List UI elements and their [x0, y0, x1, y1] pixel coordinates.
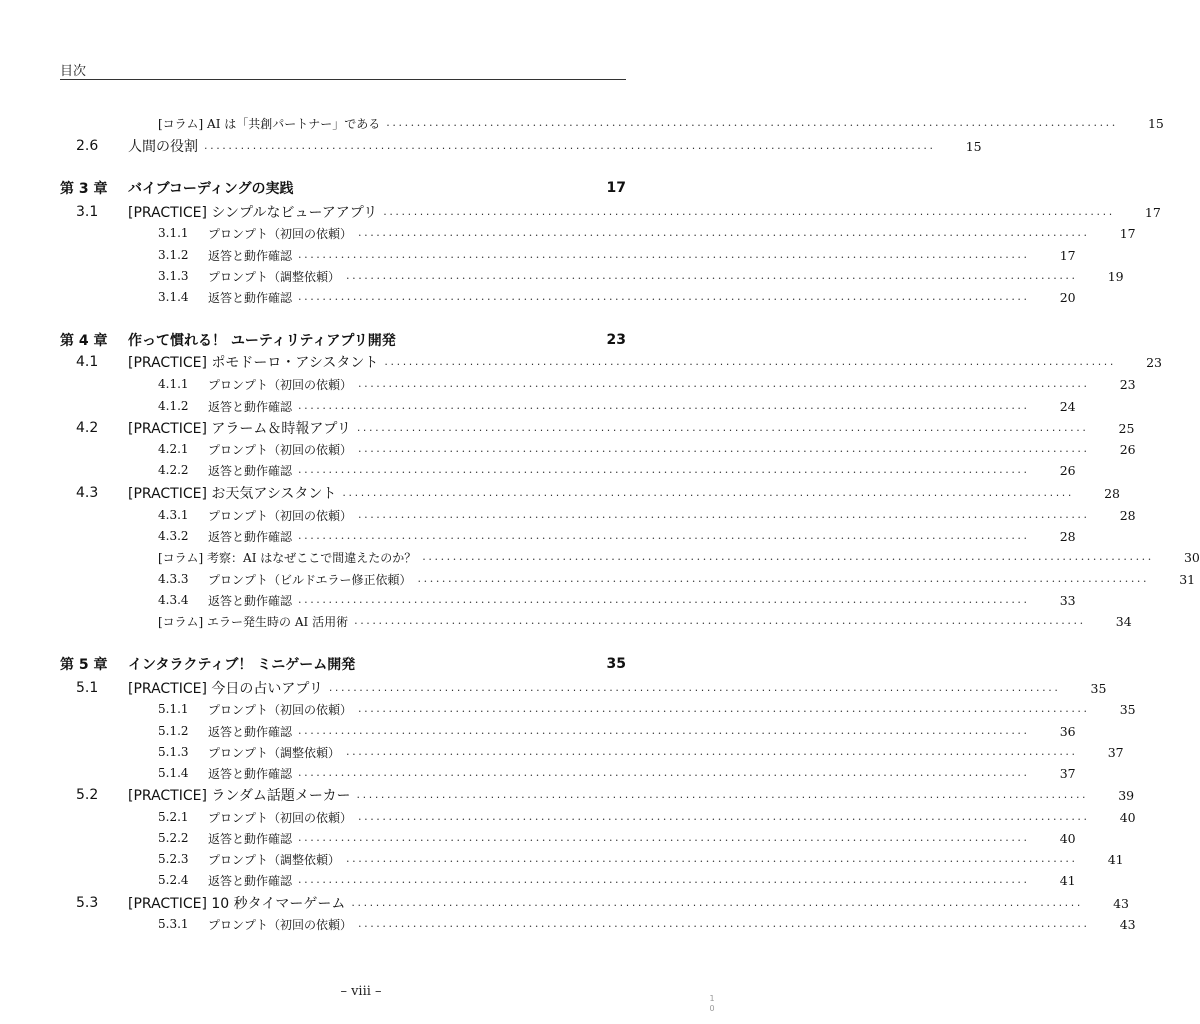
dot-leader: ........................................................................................................................ — [358, 702, 1090, 715]
toc-entry-subsection[interactable] — [0, 742, 1124, 762]
entry-number: 5.1.4 — [158, 766, 189, 780]
dot-leader: ........................................................................................................................ — [422, 550, 1154, 563]
dot-leader: ........................................................................................................................ — [417, 572, 1150, 585]
entry-page-number: 37 — [1059, 765, 1076, 781]
entry-number: 3.1.2 — [158, 248, 189, 262]
entry-title: 返答と動作確認 — [208, 463, 293, 478]
entry-title: プロンプト（初回の依頼） — [208, 442, 353, 457]
entry-page-number: 35 — [1119, 701, 1136, 717]
entry-title: プロンプト（調整依頼） — [208, 269, 341, 284]
dot-leader: ........................................................................................................................ — [358, 917, 1090, 930]
toc-entry-subsection[interactable] — [0, 828, 1076, 848]
entry-number: 5.1.2 — [158, 724, 189, 738]
entry-page-number: 23 — [1119, 376, 1136, 392]
dot-leader: ........................................................................................................................ — [346, 745, 1078, 758]
entry-page-number: 25 — [1118, 420, 1135, 436]
toc-entry-subsection[interactable] — [0, 569, 1196, 589]
dot-leader: ........................................................................................................................ — [298, 873, 1030, 886]
entry-page-number: 35 — [1090, 680, 1107, 696]
toc-entry-section[interactable] — [0, 785, 1135, 805]
entry-title: [PRACTICE] 今日の占いアプリ — [128, 681, 323, 697]
entry-page-number: 23 — [606, 332, 626, 348]
entry-title: プロンプト（ビルドエラー修正依頼） — [208, 572, 412, 587]
entry-number: 4.2 — [76, 420, 99, 436]
dot-leader: ........................................................................................................................ — [354, 614, 1086, 627]
entry-title: [PRACTICE] シンプルなビューアアプリ — [128, 205, 378, 221]
dot-leader: ........................................................................................................................ — [356, 421, 1089, 434]
dot-leader: ........................................................................................................................ — [384, 355, 1116, 368]
toc-entry-section[interactable] — [0, 678, 1107, 698]
toc-entry-subsection[interactable] — [0, 287, 1076, 307]
entry-number: 5.1.3 — [158, 745, 189, 759]
toc-entry-chapter[interactable] — [0, 178, 722, 198]
dot-leader: ........................................................................................................................ — [298, 399, 1030, 412]
toc-entry-subsection[interactable] — [0, 266, 1124, 286]
entry-number: 2.6 — [76, 138, 99, 154]
entry-number: 5.1.1 — [158, 702, 189, 716]
entry-number: 5.2.4 — [158, 873, 189, 887]
entry-title: 返答と動作確認 — [208, 766, 293, 781]
toc-entry-subsection[interactable] — [0, 439, 1136, 459]
dot-leader: ........................................................................................................................ — [298, 831, 1030, 844]
entry-title: 返答と動作確認 — [208, 593, 293, 608]
toc-entry-subsection[interactable] — [0, 914, 1136, 934]
toc-entry-subsection[interactable] — [0, 590, 1076, 610]
toc-entry-subsection[interactable] — [0, 870, 1076, 890]
entry-title: [コラム] AI は「共創パートナー」である — [158, 116, 381, 131]
toc-entry-subsection[interactable] — [0, 460, 1076, 480]
entry-number: 第 5 章 — [60, 657, 108, 673]
entry-title: プロンプト（初回の依頼） — [208, 702, 353, 717]
entry-title: プロンプト（初回の依頼） — [208, 917, 353, 932]
entry-title: [PRACTICE] お天気アシスタント — [128, 486, 337, 502]
margin-mark: 1 0 — [709, 994, 715, 1013]
entry-title: プロンプト（初回の依頼） — [208, 226, 353, 241]
entry-number: 3.1.4 — [158, 290, 189, 304]
toc-entry-subsection[interactable] — [0, 721, 1076, 741]
entry-page-number: 41 — [1059, 872, 1076, 888]
toc-entry-subsection[interactable] — [0, 849, 1124, 869]
entry-title: 作って慣れる！ ユーティリティアプリ開発 — [128, 333, 396, 349]
entry-page-number: 41 — [1107, 851, 1124, 867]
entry-number: 4.1.1 — [158, 377, 189, 391]
entry-page-number: 39 — [1118, 787, 1135, 803]
toc-entry-section[interactable] — [0, 136, 982, 156]
dot-leader: ........................................................................................................................ — [358, 442, 1090, 455]
entry-page-number: 26 — [1119, 441, 1136, 457]
dot-leader: ........................................................................................................................ — [298, 766, 1030, 779]
entry-page-number: 17 — [1059, 247, 1076, 263]
toc-entry-section[interactable] — [0, 352, 1162, 372]
dot-leader: ........................................................................................................................ — [383, 205, 1115, 218]
entry-number: 4.2.1 — [158, 442, 189, 456]
entry-number: 5.2 — [76, 787, 99, 803]
entry-page-number: 37 — [1107, 744, 1124, 760]
entry-number: 3.1.1 — [158, 226, 189, 240]
entry-title: [PRACTICE] ランダム話題メーカー — [128, 788, 351, 804]
entry-title: プロンプト（調整依頼） — [208, 852, 341, 867]
entry-page-number: 26 — [1059, 462, 1076, 478]
entry-page-number: 19 — [1107, 268, 1124, 284]
page-number: – viii – — [340, 984, 382, 999]
dot-leader: ........................................................................................................................ — [204, 139, 936, 152]
toc-entry-subsection[interactable] — [0, 505, 1136, 525]
toc-entry-chapter[interactable] — [0, 330, 722, 350]
entry-title: プロンプト（初回の依頼） — [208, 377, 353, 392]
entry-number: 4.3.3 — [158, 572, 189, 586]
toc-entry-subsection[interactable] — [0, 374, 1136, 394]
entry-title: プロンプト（初回の依頼） — [208, 810, 353, 825]
entry-number: 4.2.2 — [158, 463, 189, 477]
dot-leader: ........................................................................................................................ — [356, 788, 1089, 801]
entry-page-number: 17 — [606, 180, 626, 196]
dot-leader: ........................................................................................................................ — [298, 724, 1030, 737]
entry-number: 3.1.3 — [158, 269, 189, 283]
entry-title: [PRACTICE] 10 秒タイマーゲーム — [128, 896, 346, 912]
toc-entry-section[interactable] — [0, 202, 1161, 222]
entry-page-number: 40 — [1059, 830, 1076, 846]
dot-leader: ........................................................................................................................ — [298, 248, 1030, 261]
entry-page-number: 17 — [1119, 225, 1136, 241]
entry-page-number: 17 — [1144, 204, 1161, 220]
toc-entry-subsection[interactable] — [0, 245, 1076, 265]
dot-leader: ........................................................................................................................ — [298, 463, 1030, 476]
entry-number: 5.2.2 — [158, 831, 189, 845]
entry-page-number: 35 — [606, 656, 626, 672]
entry-title: インタラクティブ！ ミニゲーム開発 — [128, 657, 356, 673]
entry-page-number: 36 — [1059, 723, 1076, 739]
dot-leader: ........................................................................................................................ — [346, 852, 1078, 865]
entry-number: 第 4 章 — [60, 333, 108, 349]
entry-title: [PRACTICE] ポモドーロ・アシスタント — [128, 355, 379, 371]
running-header: 目次 — [60, 64, 87, 79]
entry-number: 4.3.2 — [158, 529, 189, 543]
entry-page-number: 30 — [1183, 549, 1200, 565]
dot-leader: ........................................................................................................................ — [298, 529, 1030, 542]
entry-number: 5.3 — [76, 895, 99, 911]
entry-page-number: 23 — [1146, 354, 1162, 370]
entry-number: 5.2.1 — [158, 810, 189, 824]
header-rule — [60, 79, 626, 80]
entry-page-number: 43 — [1119, 916, 1136, 932]
entry-title: [PRACTICE] アラーム＆時報アプリ — [128, 421, 351, 437]
dot-leader: ........................................................................................................................ — [358, 508, 1090, 521]
toc-entry-column[interactable] — [0, 547, 1200, 567]
entry-page-number: 28 — [1119, 507, 1136, 523]
entry-number: 5.3.1 — [158, 917, 189, 931]
entry-number: 第 3 章 — [60, 181, 108, 197]
entry-number: 4.1.2 — [158, 399, 189, 413]
toc-entry-subsection[interactable] — [0, 763, 1076, 783]
dot-leader: ........................................................................................................................ — [328, 681, 1061, 694]
toc-entry-column[interactable] — [0, 611, 1132, 631]
entry-page-number: 40 — [1119, 809, 1136, 825]
entry-title: プロンプト（調整依頼） — [208, 745, 341, 760]
dot-leader: ........................................................................................................................ — [358, 377, 1090, 390]
dot-leader: ........................................................................................................................ — [346, 269, 1078, 282]
entry-number: 5.2.3 — [158, 852, 189, 866]
entry-title: 返答と動作確認 — [208, 529, 293, 544]
dot-leader: ........................................................................................................................ — [351, 896, 1083, 909]
entry-number: 3.1 — [76, 204, 99, 220]
entry-title: 返答と動作確認 — [208, 248, 293, 263]
entry-title: 返答と動作確認 — [208, 831, 293, 846]
entry-title: [コラム] エラー発生時の AI 活用術 — [158, 614, 349, 629]
toc-entry-subsection[interactable] — [0, 807, 1136, 827]
dot-leader: ........................................................................................................................ — [298, 290, 1030, 303]
entry-page-number: 28 — [1059, 528, 1076, 544]
entry-number: 5.1 — [76, 680, 99, 696]
toc-entry-section[interactable] — [0, 483, 1120, 503]
entry-page-number: 43 — [1113, 895, 1129, 911]
entry-title: [コラム] 考察：AI はなぜここで間違えたのか？ — [158, 550, 417, 565]
entry-number: 4.3 — [76, 485, 99, 501]
entry-page-number: 24 — [1059, 398, 1076, 414]
toc-entry-section[interactable] — [0, 893, 1129, 913]
entry-number: 4.3.4 — [158, 593, 189, 607]
toc-entry-subsection[interactable] — [0, 699, 1136, 719]
entry-title: 返答と動作確認 — [208, 873, 293, 888]
toc-entry-chapter[interactable] — [0, 654, 722, 674]
toc-entry-subsection[interactable] — [0, 223, 1136, 243]
entry-title: バイブコーディングの実践 — [128, 181, 294, 197]
dot-leader: ........................................................................................................................ — [358, 226, 1090, 239]
dot-leader: ........................................................................................................................ — [342, 486, 1074, 499]
dot-leader: ........................................................................................................................ — [386, 116, 1118, 129]
entry-title: 返答と動作確認 — [208, 399, 293, 414]
toc-entry-section[interactable] — [0, 418, 1135, 438]
entry-title: 返答と動作確認 — [208, 290, 293, 305]
entry-page-number: 34 — [1115, 613, 1132, 629]
entry-page-number: 15 — [965, 138, 982, 154]
entry-number: 4.3.1 — [158, 508, 189, 522]
entry-page-number: 31 — [1179, 571, 1196, 587]
entry-number: 4.1 — [76, 354, 99, 370]
entry-page-number: 33 — [1059, 592, 1076, 608]
entry-title: 人間の役割 — [128, 139, 198, 155]
toc-entry-column[interactable] — [0, 113, 1164, 133]
entry-page-number: 28 — [1104, 485, 1120, 501]
dot-leader: ........................................................................................................................ — [358, 810, 1090, 823]
dot-leader: ........................................................................................................................ — [298, 593, 1030, 606]
entry-page-number: 15 — [1147, 115, 1164, 131]
entry-title: プロンプト（初回の依頼） — [208, 508, 353, 523]
entry-page-number: 20 — [1059, 289, 1076, 305]
toc-entry-subsection[interactable] — [0, 396, 1076, 416]
toc-entry-subsection[interactable] — [0, 526, 1076, 546]
entry-title: 返答と動作確認 — [208, 724, 293, 739]
